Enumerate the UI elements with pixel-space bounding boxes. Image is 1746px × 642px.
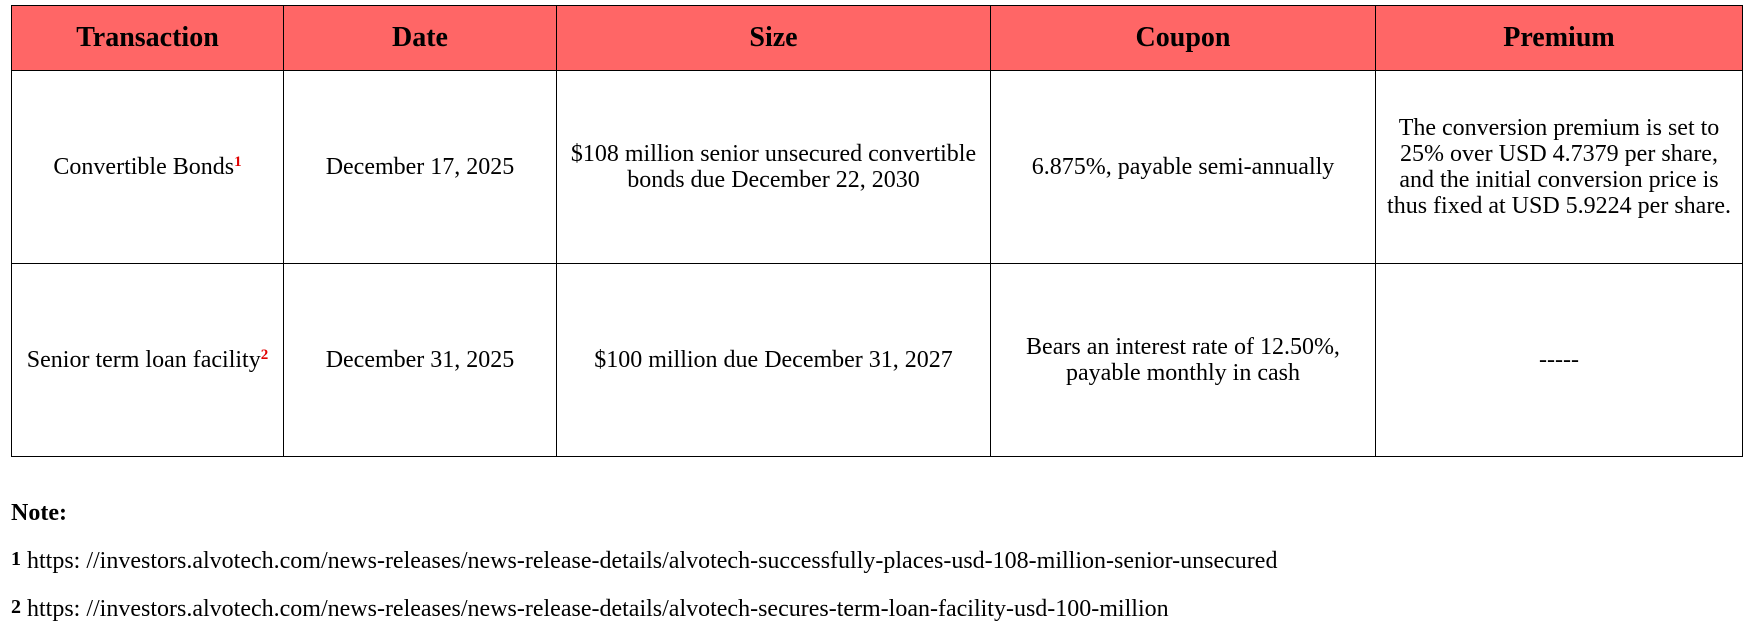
footnote-ref-mark: 2 bbox=[260, 347, 269, 363]
cell-premium: The conversion premium is set to 25% over USD 4.7379 per share, and the initial conversion price is thus fixed at USD 5.9224 per share. bbox=[1376, 71, 1743, 264]
cell-coupon: 6.875%, payable semi-annually bbox=[991, 71, 1376, 264]
notes-section bbox=[11, 500, 1736, 642]
transaction-label: Senior term loan facility bbox=[26, 347, 261, 373]
cell-size: $100 million due December 31, 2027 bbox=[557, 264, 991, 457]
cell-coupon: Bears an interest rate of 12.50%, payable monthly in cash bbox=[991, 264, 1376, 457]
header-date: Date bbox=[284, 6, 557, 71]
cell-date: December 17, 2025 bbox=[284, 71, 557, 264]
table-row bbox=[12, 264, 1743, 457]
footnote-number: 2 bbox=[11, 596, 21, 618]
header-transaction: Transaction bbox=[12, 6, 284, 71]
footnote bbox=[11, 594, 1736, 622]
cell-date: December 31, 2025 bbox=[284, 264, 557, 457]
table-header-row bbox=[12, 6, 1743, 71]
footnote-link[interactable]: https: //investors.alvotech.com/news-releases/news-release-details/alvotech-secures-term-loan-facility-usd-100-million bbox=[27, 596, 1169, 622]
footnote-number: 1 bbox=[11, 548, 21, 570]
footnote-ref-mark: 1 bbox=[234, 154, 242, 170]
table-row bbox=[12, 71, 1743, 264]
header-premium: Premium bbox=[1376, 6, 1743, 71]
header-size: Size bbox=[557, 6, 991, 71]
header-coupon: Coupon bbox=[991, 6, 1376, 71]
cell-size: $108 million senior unsecured convertible bonds due December 22, 2030 bbox=[557, 71, 991, 264]
cell-transaction bbox=[12, 264, 284, 457]
notes-title: Note: bbox=[11, 500, 67, 526]
transactions-table-container bbox=[11, 5, 1742, 457]
footnote bbox=[11, 546, 1736, 574]
transactions-table bbox=[11, 5, 1743, 457]
footnote-link[interactable]: https: //investors.alvotech.com/news-releases/news-release-details/alvotech-successfully-places-usd-108-million-senior-unsecured bbox=[27, 548, 1278, 574]
transaction-label: Convertible Bonds bbox=[53, 154, 235, 180]
cell-premium: ----- bbox=[1376, 264, 1743, 457]
cell-transaction bbox=[12, 71, 284, 264]
